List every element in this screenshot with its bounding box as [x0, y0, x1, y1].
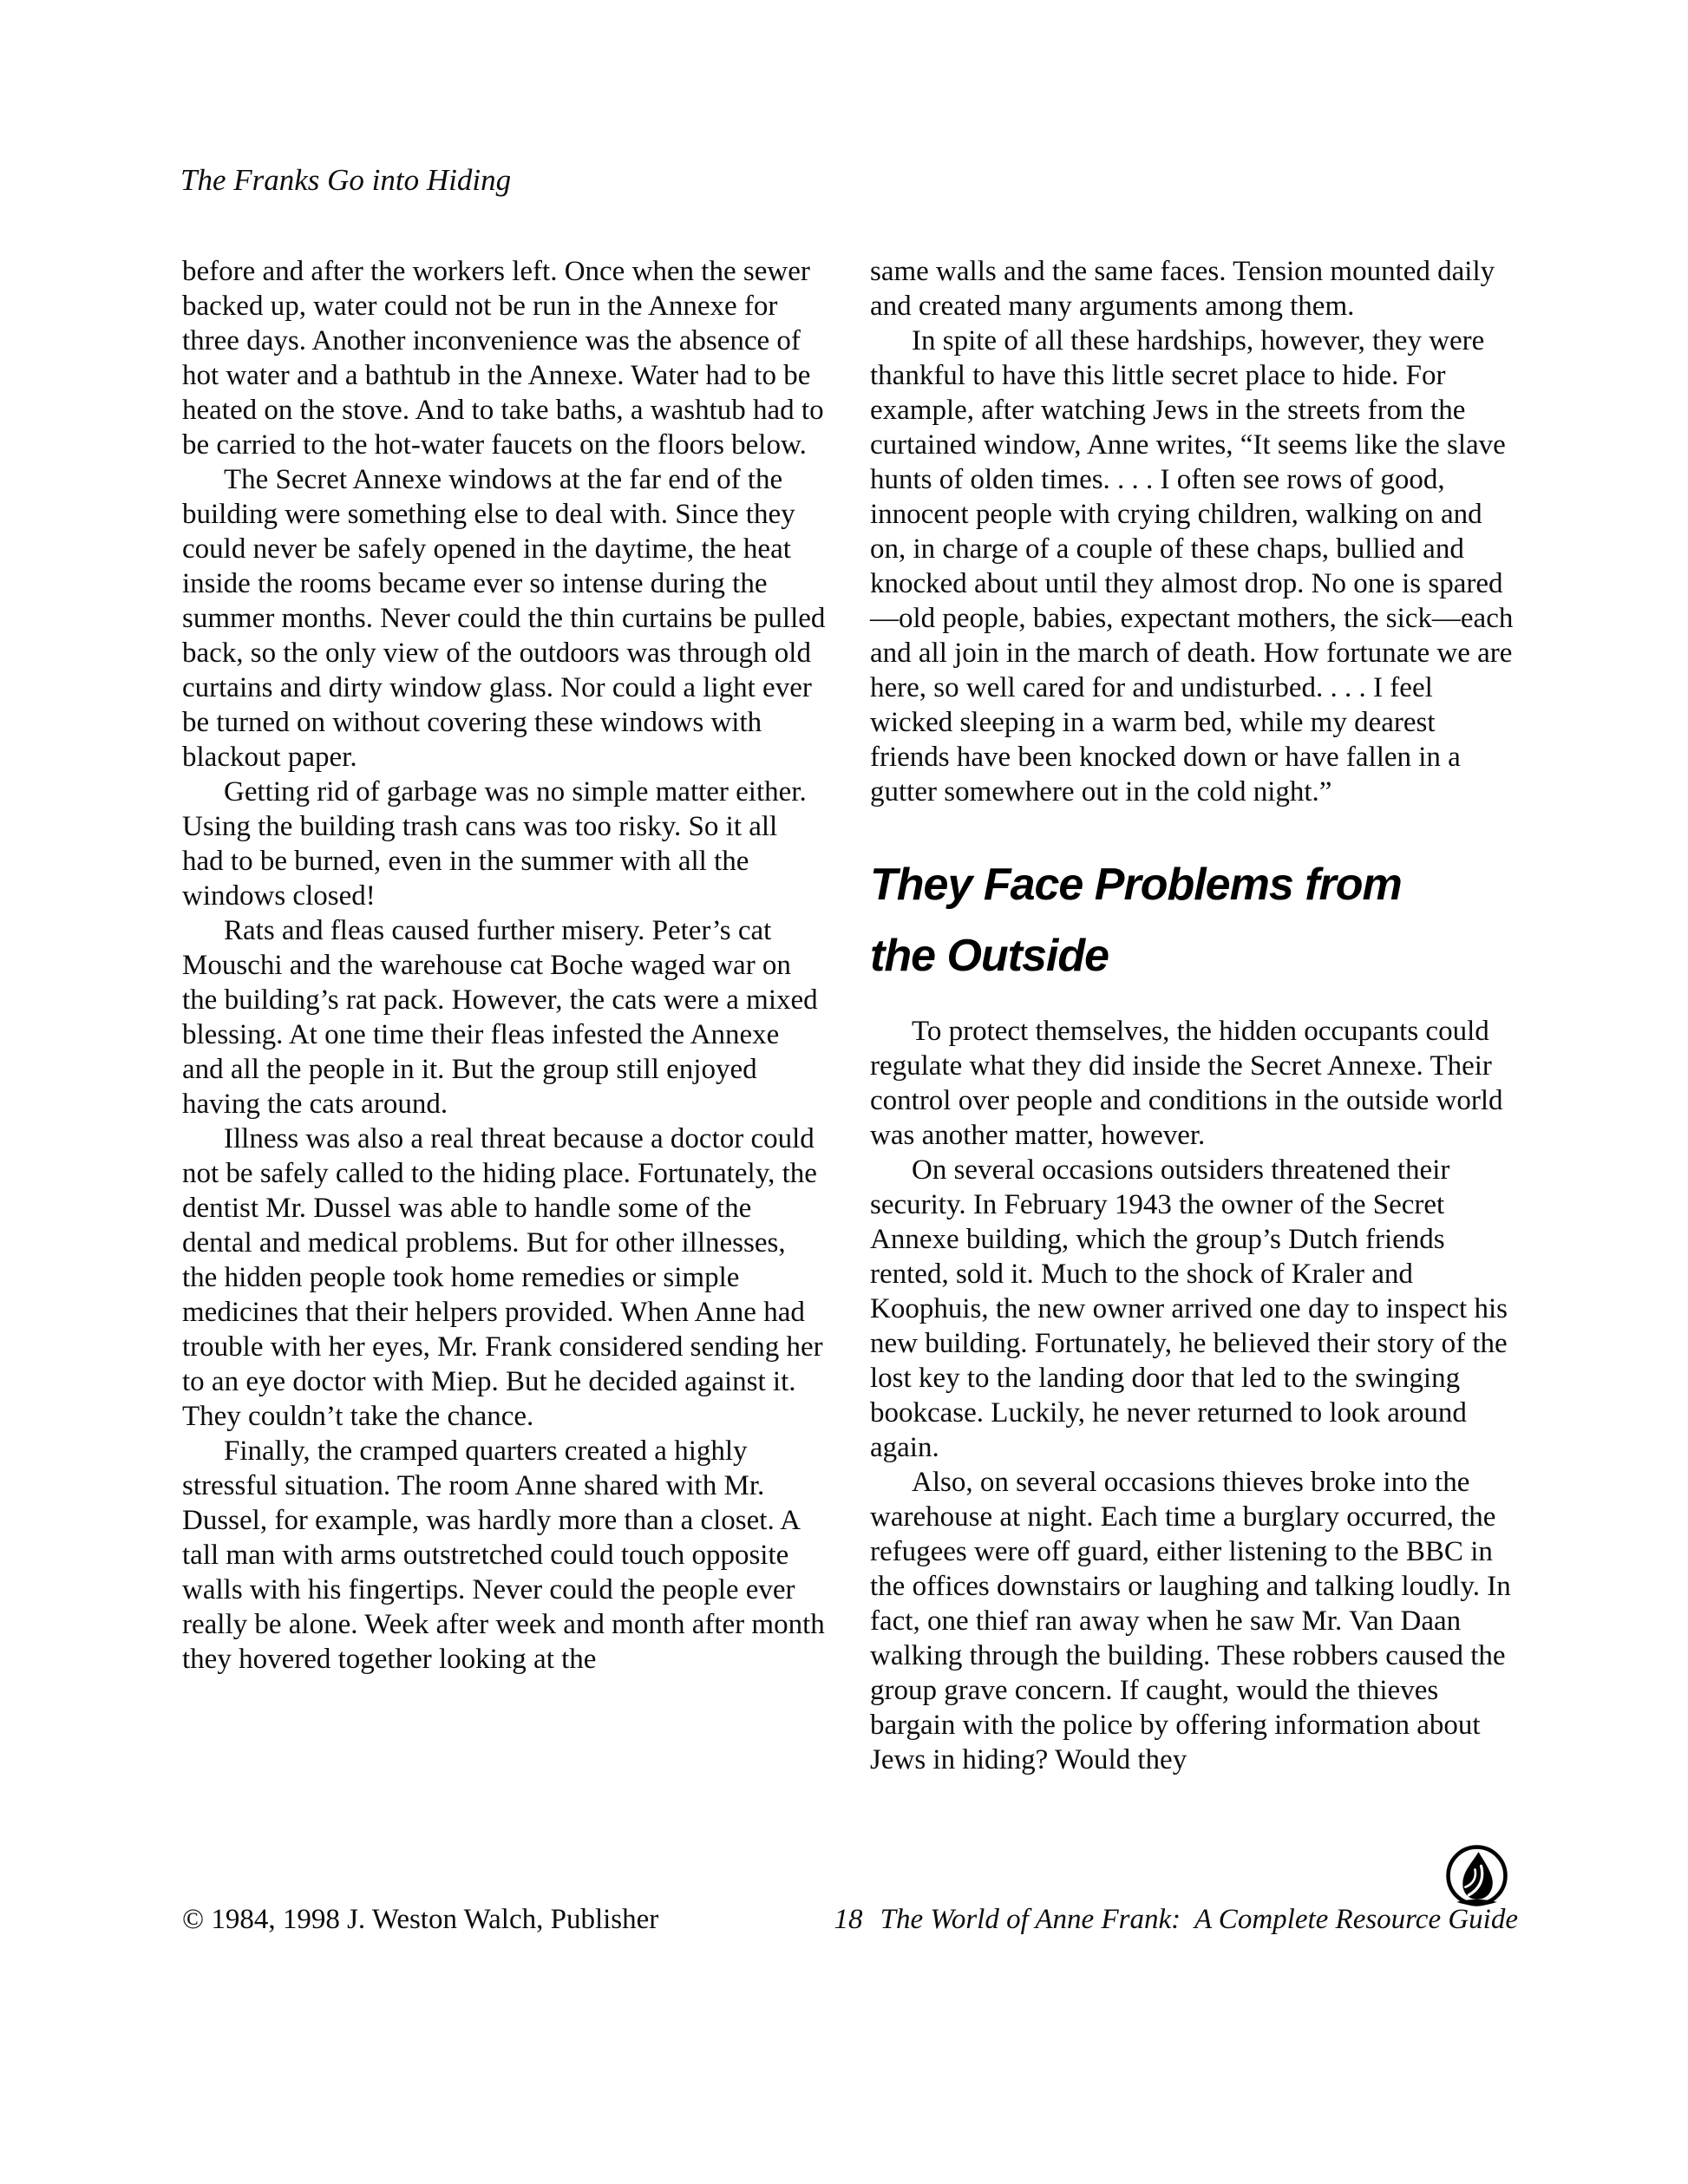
footer-page-number: 18 [834, 1904, 863, 1935]
footer-book-title: The World of Anne Frank: A Complete Resource Guide [880, 1904, 1518, 1935]
paragraph: In spite of all these hardships, however, they were thankful to have this little secret place to hide. For example, after watching Jews in the streets from the curtained window, Anne writes, “It seems like the slave hunts of olden times. . . . I often see rows of good, innocent people with crying children, walking on and on, in charge of a couple of these chaps, bullied and knocked about until they almost drop. No one is spared—old people, babies, expectant mothers, the sick—each and all join in the march of death. How fortunate we are here, so well cared for and undisturbed. . . . I feel wicked sleeping in a warm bed, while my dearest friends have been knocked down or have fallen in a gutter somewhere out in the cold night.” [870, 325, 1514, 808]
page-header-title: The Franks Go into Hiding [180, 163, 512, 197]
section-heading [870, 849, 1516, 991]
paragraph: before and after the workers left. Once when the sewer backed up, water could not be run in the Annexe for three days. Another inconvenience was the absence of hot water and a bathtub in the Annexe. Water had to be heated on the stove. And to take baths, a washtub had to be carried to the hot-water faucets on the floors below. [182, 256, 824, 461]
paragraph: Illness was also a real threat because a doctor could not be safely called to the hiding place. Fortunately, the dentist Mr. Dussel was able to handle some of the dental and medical problems. But for other illnesses, the hidden people took home remedies or simple medicines that their helpers provided. When Anne had trouble with her eyes, Mr. Frank considered sending her to an eye doctor with Miep. But he decided against it. They couldn’t take the chance. [182, 1123, 823, 1432]
paragraph: Finally, the cramped quarters created a highly stressful situation. The room Anne shared with Mr. Dussel, for example, was hardly more than a closet. A tall man with arms outstretched could touch opposite walls with his fingertips. Never could the people ever really be alone. Week after week and month after month they hovered together looking at the [182, 1435, 825, 1675]
publisher-logo [1445, 1844, 1508, 1907]
paragraph: The Secret Annexe windows at the far end of the building were something else to deal with. Since they could never be safely opened in the daytime, the heat inside the rooms became ever so intense during the summer months. Never could the thin curtains be pulled back, so the only view of the outdoors was through old curtains and dirty window glass. Nor could a light ever be turned on without covering these windows with blackout paper. [182, 464, 826, 773]
paragraph: On several occasions outsiders threatened their security. In February 1943 the owner of the Secret Annexe building, which the group’s Dutch friends rented, sold it. Much to the shock of Kraler and Koophuis, the new owner arrived one day to inspect his new building. Fortunately, he believed their story of the lost key to the landing door that led to the swinging bookcase. Luckily, he never returned to look around again. [870, 1154, 1508, 1463]
right-text-column [870, 254, 1516, 1777]
right-column-top [870, 254, 1516, 809]
paragraph: Getting rid of garbage was no simple matter either. Using the building trash cans was too risky. So it all had to be burned, even in the summer with all the windows closed! [182, 776, 807, 912]
section-heading-line1: They Face Problems from [870, 860, 1402, 910]
paragraph: To protect themselves, the hidden occupants could regulate what they did inside the Secret Annexe. Their control over people and conditions in the outside world was another matter, however. [870, 1016, 1503, 1151]
right-column-bottom [870, 1014, 1516, 1777]
paragraph: same walls and the same faces. Tension mounted daily and created many arguments among them. [870, 256, 1495, 322]
footer-copyright: © 1984, 1998 J. Weston Walch, Publisher [182, 1904, 659, 1935]
flame-in-circle-icon [1445, 1844, 1508, 1907]
section-heading-line2: the Outside [870, 931, 1109, 981]
paragraph: Also, on several occasions thieves broke into the warehouse at night. Each time a burglary occurred, the refugees were off guard, either listening to the BBC in the offices downstairs or laughing and talking loudly. In fact, one thief ran away when he saw Mr. Van Daan walking through the building. These robbers caused the group grave concern. If caught, would the thieves bargain with the police by offering information about Jews in hiding? Would they [870, 1467, 1511, 1775]
left-text-column [182, 254, 826, 1677]
paragraph: Rats and fleas caused further misery. Peter’s cat Mouschi and the warehouse cat Boche waged war on the building’s rat pack. However, the cats were a mixed blessing. At one time their fleas infested the Annexe and all the people in it. But the group still enjoyed having the cats around. [182, 915, 818, 1120]
